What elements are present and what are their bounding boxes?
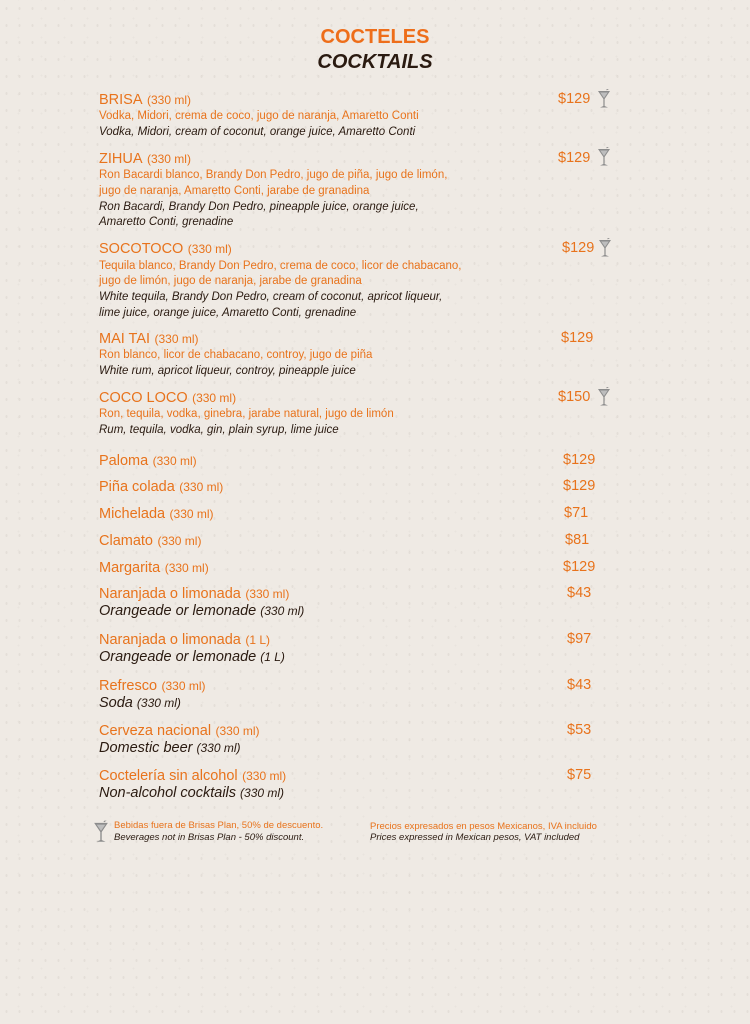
menu-item-zihua [99, 150, 191, 168]
menu-item-naranjada-330 [99, 585, 289, 603]
item-name-en: Non-alcohol cocktails (330 ml) [99, 785, 285, 801]
item-description-es: Ron blanco, licor de chabacano, controy, jugo de piña [99, 349, 373, 361]
item-description-en: White rum, apricot liqueur, controy, pineapple juice [99, 365, 356, 377]
item-name: Michelada [99, 506, 166, 522]
item-volume: (330 ml) [242, 769, 287, 783]
item-description-es: Ron Bacardi blanco, Brandy Don Pedro, jugo de piña, jugo de limón, [99, 169, 448, 181]
item-price: $129 [563, 452, 596, 468]
item-description-es: Ron, tequila, vodka, ginebra, jarabe natural, jugo de limón [99, 408, 394, 420]
item-volume: (330 ml) [215, 724, 260, 738]
item-name: COCO LOCO [99, 390, 188, 406]
item-price: $43 [567, 585, 592, 601]
item-volume: (330 ml) [187, 242, 232, 256]
footer-plan-es: Bebidas fuera de Brisas Plan, 50% de descuento. [114, 820, 324, 831]
menu-item-paloma [99, 452, 197, 470]
menu-item-refresco [99, 677, 206, 695]
item-description-en: Rum, tequila, vodka, gin, plain syrup, lime juice [99, 424, 339, 436]
item-name: Coctelería sin alcohol [99, 768, 238, 784]
item-name: Margarita [99, 560, 161, 576]
item-price: $129 [562, 240, 595, 256]
menu-item-naranjada-1l [99, 631, 270, 649]
item-name-en: Orangeade or lemonade (330 ml) [99, 603, 305, 619]
item-price: $129 [563, 559, 596, 575]
item-name: Clamato [99, 533, 153, 549]
martini-glass-icon [93, 820, 109, 844]
item-volume: (330 ml) [152, 454, 197, 468]
menu-item-pina-colada [99, 478, 223, 496]
item-price: $129 [561, 330, 594, 346]
item-price: $129 [563, 478, 596, 494]
item-description-en: White tequila, Brandy Don Pedro, cream of coconut, apricot liqueur, [99, 291, 443, 303]
item-description-en: Ron Bacardi, Brandy Don Pedro, pineapple juice, orange juice, [99, 201, 419, 213]
item-price: $43 [567, 677, 592, 693]
item-volume: (1 L) [245, 633, 271, 647]
item-name: Piña colada [99, 479, 175, 495]
item-name-en: Domestic beer (330 ml) [99, 740, 241, 756]
item-price: $81 [565, 532, 590, 548]
item-price: $53 [567, 722, 592, 738]
item-volume: (330 ml) [161, 679, 206, 693]
item-price: $150 [558, 389, 591, 405]
martini-glass-icon [598, 238, 612, 258]
item-price: $71 [564, 505, 589, 521]
item-volume: (330 ml) [169, 507, 214, 521]
menu-item-margarita [99, 559, 209, 577]
item-volume: (330 ml) [164, 561, 209, 575]
martini-glass-icon [597, 89, 611, 109]
menu-item-socotoco [99, 240, 232, 258]
item-description-en: Vodka, Midori, cream of coconut, orange juice, Amaretto Conti [99, 126, 416, 138]
item-name: ZIHUA [99, 151, 143, 167]
item-name: Cerveza nacional [99, 723, 212, 739]
footer-plan-en: Beverages not in Brisas Plan - 50% discount. [114, 832, 305, 843]
item-price: $129 [558, 91, 591, 107]
menu-item-brisa [99, 91, 191, 109]
menu-item-coco-loco [99, 389, 236, 407]
footer-prices-es: Precios expresados en pesos Mexicanos, IVA incluido [370, 821, 597, 832]
item-description-es: Tequila blanco, Brandy Don Pedro, crema de coco, licor de chabacano, [99, 260, 462, 272]
item-description-en: Amaretto Conti, grenadine [99, 216, 234, 228]
menu-item-cocteleria-sin-alcohol [99, 767, 286, 785]
item-name: SOCOTOCO [99, 241, 184, 257]
item-name: Naranjada o limonada [99, 586, 241, 602]
item-name-en: Orangeade or lemonade (1 L) [99, 649, 285, 665]
item-volume: (330 ml) [154, 332, 199, 346]
page-title-en: COCKTAILS [317, 51, 433, 73]
menu-item-mai-tai [99, 330, 199, 348]
item-volume: (330 ml) [146, 93, 191, 107]
item-volume: (330 ml) [146, 152, 191, 166]
martini-glass-icon [597, 387, 611, 407]
item-volume: (330 ml) [192, 391, 237, 405]
item-volume: (330 ml) [179, 480, 224, 494]
item-volume: (330 ml) [157, 534, 202, 548]
item-description-es: jugo de limón, jugo de naranja, jarabe de granadina [99, 275, 362, 287]
item-price: $75 [567, 767, 592, 783]
menu-item-cerveza [99, 722, 260, 740]
martini-glass-icon [597, 147, 611, 167]
page-title-es: COCTELES [320, 26, 430, 48]
item-price: $97 [567, 631, 592, 647]
item-name: Naranjada o limonada [99, 632, 241, 648]
item-name: Paloma [99, 453, 149, 469]
item-price: $129 [558, 150, 591, 166]
item-volume: (330 ml) [245, 587, 290, 601]
menu-item-michelada [99, 505, 214, 523]
item-name: BRISA [99, 92, 143, 108]
item-description-es: jugo de naranja, Amaretto Conti, jarabe de granadina [99, 185, 370, 197]
item-name-en: Soda (330 ml) [99, 695, 181, 711]
item-description-es: Vodka, Midori, crema de coco, jugo de naranja, Amaretto Conti [99, 110, 419, 122]
item-name: Refresco [99, 678, 158, 694]
item-name: MAI TAI [99, 331, 151, 347]
footer-prices-en: Prices expressed in Mexican pesos, VAT included [370, 832, 580, 843]
item-description-en: lime juice, orange juice, Amaretto Conti, grenadine [99, 307, 357, 319]
menu-item-clamato [99, 532, 201, 550]
